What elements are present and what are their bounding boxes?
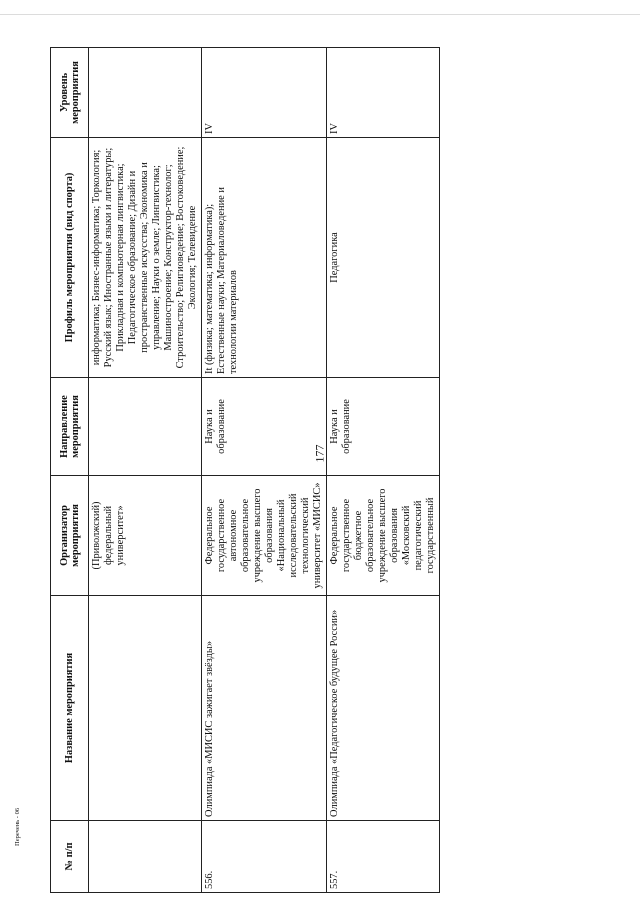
- cell-organizer: Федеральное государственное бюджетное образовательное учреждение высшего образования «Московский педагогический государственный: [327, 476, 440, 596]
- table-header-row: [51, 48, 89, 893]
- table-row: [89, 48, 202, 893]
- cell-num: [89, 821, 202, 893]
- header-level: Уровень мероприятия: [51, 48, 89, 138]
- table-row: [327, 48, 440, 893]
- footer-label: Перечень - 06: [14, 807, 21, 846]
- cell-profile: It (физика; математика; информатика); Естественные науки; Материаловедение и технологии материалов: [202, 138, 327, 378]
- cell-organizer: (Приволжский) федеральный университет»: [89, 476, 202, 596]
- cell-num: 557.: [327, 821, 440, 893]
- cell-direction: [89, 378, 202, 476]
- cell-profile: информатика; Бизнес-информатика; Торкология; Русский язык; Иностранные языки и литературы; Прикладная и компьютерная лингвистика; Педагогическое образование; Дизайн и пространственные искусства; Экономика и управление; Науки о земле; Лингвистика; Машиностроение; Конструктор-технолог; Строительство; Религиоведение; Востоковедение; Экология; Телевидение: [89, 138, 202, 378]
- cell-level: IV: [327, 48, 440, 138]
- cell-organizer: Федеральное государственное автономное образовательное учреждение высшего образования «Национальный исследовательский технологический университет «МИСИС»: [202, 476, 327, 596]
- cell-name: [89, 596, 202, 821]
- header-num: № п/п: [51, 821, 89, 893]
- header-profile: Профиль мероприятия (вид спорта): [51, 138, 89, 378]
- page-number: 177: [312, 444, 327, 463]
- cell-direction: Наука и образование: [202, 378, 327, 476]
- rotated-table-container: [50, 48, 436, 893]
- cell-profile: Педагогика: [327, 138, 440, 378]
- cell-level: IV: [202, 48, 327, 138]
- cell-level: [89, 48, 202, 138]
- cell-name: Олимпиада «Педагогическое будущее России»: [327, 596, 440, 821]
- header-name: Название мероприятия: [51, 596, 89, 821]
- header-direction: Направление мероприятия: [51, 378, 89, 476]
- events-table: [50, 47, 440, 893]
- header-organizer: Организатор мероприятия: [51, 476, 89, 596]
- table-row: [202, 48, 327, 893]
- cell-direction: Наука и образование: [327, 378, 440, 476]
- cell-num: 556.: [202, 821, 327, 893]
- cell-name: Олимпиада «МИСИС зажигает звёзды»: [202, 596, 327, 821]
- scan-edge-line: [0, 14, 640, 15]
